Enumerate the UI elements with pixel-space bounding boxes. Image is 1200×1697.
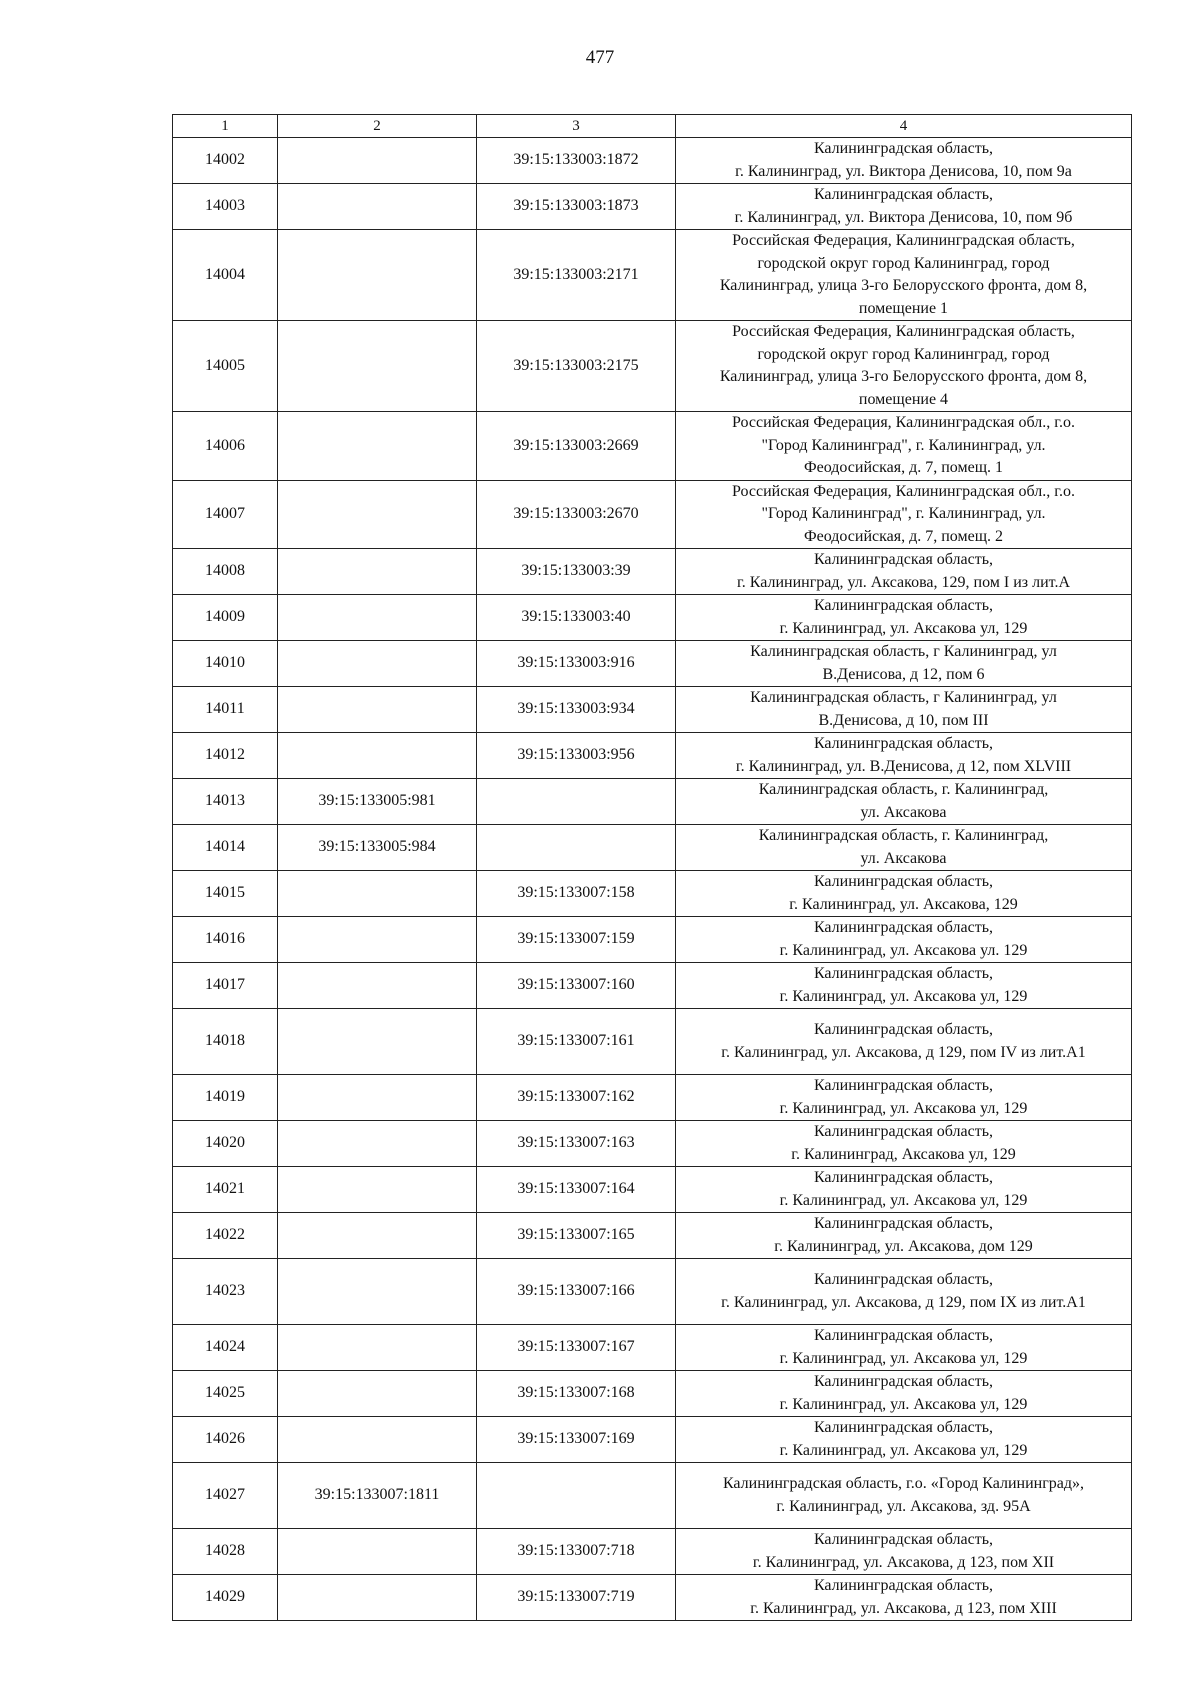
cadastral-number-cell: 39:15:133003:40 — [477, 595, 676, 641]
page-number: 477 — [585, 47, 615, 68]
table-row — [173, 1213, 1132, 1259]
cadastral-number-cell: 39:15:133007:164 — [477, 1167, 676, 1213]
table-row — [173, 184, 1132, 230]
cadastral-number-cell: 39:15:133003:1873 — [477, 184, 676, 230]
row-number-cell: 14024 — [173, 1325, 278, 1371]
cadastral-number-cell: 39:15:133003:39 — [477, 549, 676, 595]
cadastral-number-cell: 39:15:133003:2669 — [477, 412, 676, 481]
cadastral-number-cell — [278, 412, 477, 481]
table-row — [173, 1167, 1132, 1213]
cadastral-number-cell — [278, 184, 477, 230]
cadastral-number-cell — [278, 549, 477, 595]
cadastral-number-cell — [278, 1121, 477, 1167]
row-number-cell: 14011 — [173, 687, 278, 733]
cadastral-number-cell: 39:15:133007:166 — [477, 1259, 676, 1325]
table-row — [173, 1575, 1132, 1621]
address-cell: Калининградская область, г. Калининград, ул. Аксакова, дом 129 — [676, 1213, 1132, 1259]
table-row — [173, 138, 1132, 184]
address-cell: Российская Федерация, Калининградская обл., г.о. "Город Калининград", г. Калининград, ул. Феодосийская, д. 7, помещ. 2 — [676, 480, 1132, 549]
address-cell: Калининградская область, г. Калининград, ул. Аксакова, 129 — [676, 871, 1132, 917]
row-number-cell: 14004 — [173, 230, 278, 321]
table-row — [173, 412, 1132, 481]
table-row — [173, 1371, 1132, 1417]
cadastral-number-cell — [278, 1009, 477, 1075]
cadastral-number-cell — [278, 917, 477, 963]
table-row — [173, 871, 1132, 917]
row-number-cell: 14003 — [173, 184, 278, 230]
cadastral-number-cell: 39:15:133007:159 — [477, 917, 676, 963]
row-number-cell: 14002 — [173, 138, 278, 184]
cadastral-number-cell: 39:15:133003:956 — [477, 733, 676, 779]
cadastral-number-cell — [278, 1325, 477, 1371]
cadastral-number-cell: 39:15:133007:162 — [477, 1075, 676, 1121]
cadastral-number-cell — [278, 595, 477, 641]
cadastral-number-cell — [278, 871, 477, 917]
cadastral-number-cell — [278, 1075, 477, 1121]
address-cell: Калининградская область, г. Калининград, ул. В.Денисова, д 12, пом XLVIII — [676, 733, 1132, 779]
table-row — [173, 321, 1132, 412]
cadastral-number-cell — [278, 1167, 477, 1213]
table-row — [173, 641, 1132, 687]
cadastral-number-cell: 39:15:133003:916 — [477, 641, 676, 687]
address-cell: Калининградская область, г. Калининград, ул. Аксакова ул. 129 — [676, 917, 1132, 963]
row-number-cell: 14027 — [173, 1463, 278, 1529]
address-cell: Калининградская область, г Калининград, ул В.Денисова, д 12, пом 6 — [676, 641, 1132, 687]
address-cell: Российская Федерация, Калининградская область, городской округ город Калининград, город Калининград, улица 3-го Белорусского фронта, дом 8, помещение 4 — [676, 321, 1132, 412]
table-row — [173, 687, 1132, 733]
row-number-cell: 14013 — [173, 779, 278, 825]
address-cell: Калининградская область, г. Калининград, ул. Аксакова, д 129, пом IV из лит.А1 — [676, 1009, 1132, 1075]
row-number-cell: 14016 — [173, 917, 278, 963]
cadastral-number-cell: 39:15:133005:984 — [278, 825, 477, 871]
row-number-cell: 14025 — [173, 1371, 278, 1417]
row-number-cell: 14029 — [173, 1575, 278, 1621]
row-number-cell: 14010 — [173, 641, 278, 687]
column-2-header: 2 — [278, 115, 477, 138]
row-number-cell: 14005 — [173, 321, 278, 412]
row-number-cell: 14015 — [173, 871, 278, 917]
address-cell: Калининградская область, г. Калининград, ул. Аксакова — [676, 825, 1132, 871]
address-cell: Калининградская область, г. Калининград, ул. Аксакова ул, 129 — [676, 1417, 1132, 1463]
cadastral-number-cell — [278, 480, 477, 549]
cadastral-number-cell — [477, 779, 676, 825]
cadastral-number-cell — [278, 230, 477, 321]
table-row — [173, 963, 1132, 1009]
row-number-cell: 14017 — [173, 963, 278, 1009]
cadastral-number-cell: 39:15:133007:719 — [477, 1575, 676, 1621]
cadastral-number-cell: 39:15:133003:1872 — [477, 138, 676, 184]
column-4-header: 4 — [676, 115, 1132, 138]
column-number-header — [173, 115, 1132, 138]
cadastral-number-cell: 39:15:133007:161 — [477, 1009, 676, 1075]
cadastral-number-cell — [278, 1417, 477, 1463]
cadastral-number-cell: 39:15:133007:168 — [477, 1371, 676, 1417]
address-cell: Российская Федерация, Калининградская обл., г.о. "Город Калининград", г. Калининград, ул. Феодосийская, д. 7, помещ. 1 — [676, 412, 1132, 481]
registry-table — [172, 114, 1132, 1621]
cadastral-number-cell: 39:15:133003:934 — [477, 687, 676, 733]
address-cell: Калининградская область, г Калининград, ул В.Денисова, д 10, пом III — [676, 687, 1132, 733]
cadastral-number-cell: 39:15:133007:718 — [477, 1529, 676, 1575]
address-cell: Калининградская область, г. Калининград, ул. Аксакова ул, 129 — [676, 1167, 1132, 1213]
table-row — [173, 1463, 1132, 1529]
registry-table-body — [173, 115, 1132, 1621]
row-number-cell: 14007 — [173, 480, 278, 549]
address-cell: Калининградская область, г. Калининград, ул. Аксакова ул, 129 — [676, 1325, 1132, 1371]
table-row — [173, 917, 1132, 963]
address-cell: Калининградская область, г. Калининград, ул. Аксакова ул, 129 — [676, 1371, 1132, 1417]
table-row — [173, 733, 1132, 779]
row-number-cell: 14006 — [173, 412, 278, 481]
table-row — [173, 480, 1132, 549]
cadastral-number-cell: 39:15:133007:158 — [477, 871, 676, 917]
address-cell: Калининградская область, г. Калининград, ул. Аксакова ул, 129 — [676, 963, 1132, 1009]
column-1-header: 1 — [173, 115, 278, 138]
cadastral-number-cell — [278, 1529, 477, 1575]
table-row — [173, 595, 1132, 641]
cadastral-number-cell — [477, 825, 676, 871]
table-row — [173, 1009, 1132, 1075]
cadastral-number-cell: 39:15:133003:2171 — [477, 230, 676, 321]
row-number-cell: 14009 — [173, 595, 278, 641]
cadastral-number-cell: 39:15:133007:167 — [477, 1325, 676, 1371]
table-row — [173, 1075, 1132, 1121]
cadastral-number-cell — [278, 321, 477, 412]
table-row — [173, 1259, 1132, 1325]
cadastral-number-cell — [278, 963, 477, 1009]
address-cell: Российская Федерация, Калининградская область, городской округ город Калининград, город Калининград, улица 3-го Белорусского фронта, дом 8, помещение 1 — [676, 230, 1132, 321]
cadastral-number-cell: 39:15:133005:981 — [278, 779, 477, 825]
cadastral-number-cell: 39:15:133003:2175 — [477, 321, 676, 412]
cadastral-number-cell: 39:15:133007:165 — [477, 1213, 676, 1259]
cadastral-number-cell — [477, 1463, 676, 1529]
row-number-cell: 14022 — [173, 1213, 278, 1259]
address-cell: Калининградская область, г. Калининград, ул. Аксакова, д 123, пом XIII — [676, 1575, 1132, 1621]
cadastral-number-cell: 39:15:133007:160 — [477, 963, 676, 1009]
table-row — [173, 230, 1132, 321]
table-row — [173, 1325, 1132, 1371]
table-row — [173, 549, 1132, 595]
row-number-cell: 14019 — [173, 1075, 278, 1121]
row-number-cell: 14023 — [173, 1259, 278, 1325]
column-3-header: 3 — [477, 115, 676, 138]
row-number-cell: 14014 — [173, 825, 278, 871]
row-number-cell: 14008 — [173, 549, 278, 595]
cadastral-number-cell: 39:15:133003:2670 — [477, 480, 676, 549]
table-row — [173, 1417, 1132, 1463]
cadastral-number-cell: 39:15:133007:1811 — [278, 1463, 477, 1529]
cadastral-number-cell: 39:15:133007:169 — [477, 1417, 676, 1463]
table-row — [173, 1529, 1132, 1575]
cadastral-number-cell — [278, 733, 477, 779]
cadastral-number-cell — [278, 641, 477, 687]
table-row — [173, 779, 1132, 825]
row-number-cell: 14020 — [173, 1121, 278, 1167]
cadastral-number-cell — [278, 1259, 477, 1325]
cadastral-number-cell — [278, 1575, 477, 1621]
address-cell: Калининградская область, г. Калининград, ул. Аксакова, д 129, пом IX из лит.А1 — [676, 1259, 1132, 1325]
cadastral-number-cell — [278, 138, 477, 184]
cadastral-number-cell — [278, 687, 477, 733]
table-row — [173, 825, 1132, 871]
address-cell: Калининградская область, г. Калининград, ул. Аксакова ул, 129 — [676, 1075, 1132, 1121]
address-cell: Калининградская область, г. Калининград, ул. Виктора Денисова, 10, пом 9а — [676, 138, 1132, 184]
address-cell: Калининградская область, г. Калининград, ул. Аксакова, д 123, пом XII — [676, 1529, 1132, 1575]
address-cell: Калининградская область, г. Калининград, ул. Аксакова — [676, 779, 1132, 825]
row-number-cell: 14028 — [173, 1529, 278, 1575]
address-cell: Калининградская область, г.о. «Город Калининград», г. Калининград, ул. Аксакова, зд. 95А — [676, 1463, 1132, 1529]
address-cell: Калининградская область, г. Калининград, ул. Аксакова, 129, пом I из лит.А — [676, 549, 1132, 595]
cadastral-number-cell — [278, 1213, 477, 1259]
row-number-cell: 14026 — [173, 1417, 278, 1463]
address-cell: Калининградская область, г. Калининград, ул. Виктора Денисова, 10, пом 9б — [676, 184, 1132, 230]
row-number-cell: 14021 — [173, 1167, 278, 1213]
table-row — [173, 1121, 1132, 1167]
row-number-cell: 14018 — [173, 1009, 278, 1075]
address-cell: Калининградская область, г. Калининград, Аксакова ул, 129 — [676, 1121, 1132, 1167]
cadastral-number-cell: 39:15:133007:163 — [477, 1121, 676, 1167]
address-cell: Калининградская область, г. Калининград, ул. Аксакова ул, 129 — [676, 595, 1132, 641]
row-number-cell: 14012 — [173, 733, 278, 779]
cadastral-number-cell — [278, 1371, 477, 1417]
